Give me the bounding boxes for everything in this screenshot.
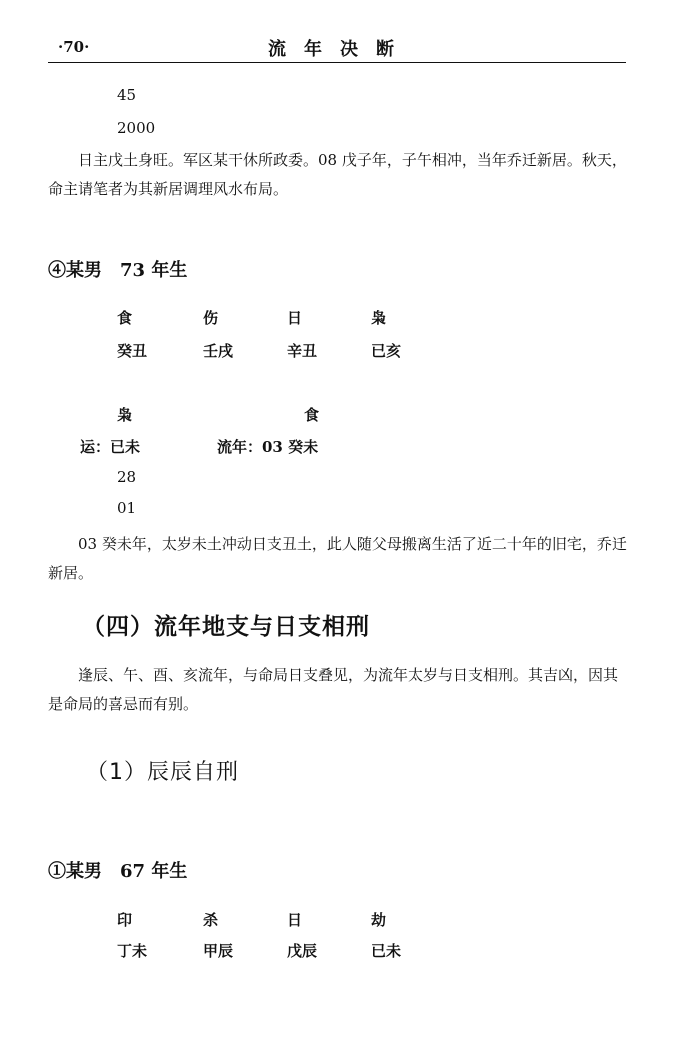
paragraph: 逢辰、午、酉、亥流年，与命局日支叠见，为流年太岁与日支相刑。其吉凶，因其是命局的喜忌而有别。 <box>48 666 619 713</box>
pillar: 已未 <box>371 942 402 960</box>
pillar: 戊辰 <box>287 942 318 960</box>
ten-god-label: 日 <box>287 911 303 929</box>
year-god-label: 食 <box>304 406 320 424</box>
paragraph: 03 癸未年，太岁未土冲动日支丑土，此人随父母搬离生活了近二十年的旧宅，乔迁新居。 <box>48 535 627 582</box>
pillar: 甲辰 <box>203 942 234 960</box>
number-line: 28 <box>117 468 137 486</box>
page-number: ·70· <box>58 38 90 56</box>
number-line: 2000 <box>117 119 156 137</box>
paragraph: 日主戊土身旺。军区某干休所政委。08 戊子年，子午相冲，当年乔迁新居。秋天，命主请笔者为其新居调理风水布局。 <box>48 151 627 198</box>
ten-god-label: 印 <box>117 911 133 929</box>
year-pillar: 流年：03 癸未 <box>217 438 319 456</box>
ten-god-label: 劫 <box>371 911 387 929</box>
running-title: 流年决断 <box>268 39 412 60</box>
pillar: 丁未 <box>117 942 148 960</box>
luck-pillar: 运：已未 <box>80 438 141 456</box>
ten-god-label: 伤 <box>203 309 219 327</box>
section-heading: （四）流年地支与日支相刑 <box>82 613 370 640</box>
number-line: 01 <box>117 499 137 517</box>
ten-god-label: 食 <box>117 309 133 327</box>
ten-god-label: 枭 <box>371 309 387 327</box>
luck-god-label: 枭 <box>117 406 133 424</box>
pillar: 辛丑 <box>287 342 318 360</box>
pillar: 癸丑 <box>117 342 148 360</box>
case-heading: ①某男 67 年生 <box>48 861 188 882</box>
ten-god-label: 杀 <box>203 911 219 929</box>
pillar: 壬戌 <box>203 342 234 360</box>
subsection-heading: （1）辰辰自刑 <box>86 760 239 785</box>
pillar: 已亥 <box>371 342 402 360</box>
header-rule <box>48 62 626 63</box>
case-heading: ④某男 73 年生 <box>48 260 188 281</box>
number-line: 45 <box>117 86 137 104</box>
ten-god-label: 日 <box>287 309 303 327</box>
